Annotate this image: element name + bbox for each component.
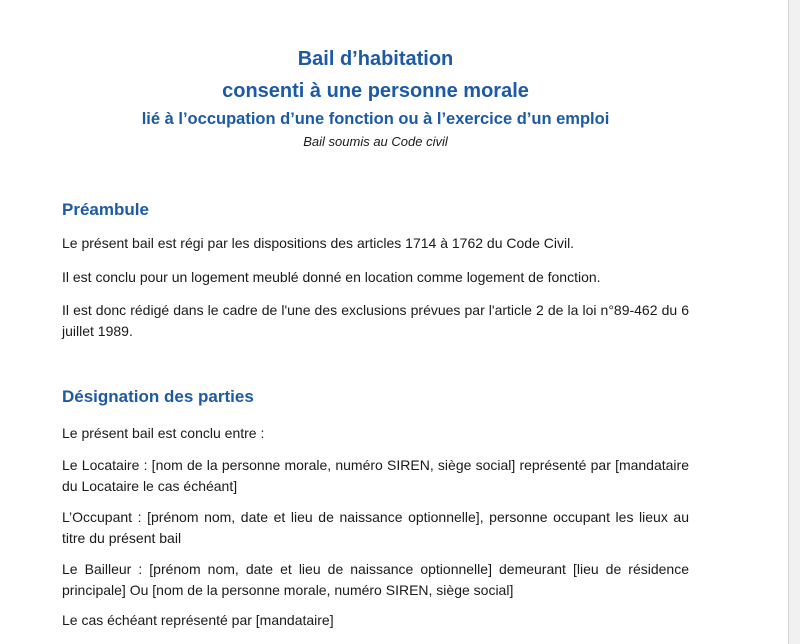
section-heading-preambule: Préambule [62, 200, 149, 219]
parties-paragraph-occupant: L’Occupant : [prénom nom, date et lieu de naissance optionnelle], personne occupant les lieux au titre du présent bail [62, 509, 689, 546]
document-title-line-1: Bail d’habitation [297, 48, 454, 70]
parties-paragraph-1: Le présent bail est conclu entre : [62, 425, 265, 441]
preambule-paragraph-2: Il est conclu pour un logement meublé donné en location comme logement de fonction. [62, 269, 601, 285]
document-title-line-3: lié à l’occupation d’une fonction ou à l’exercice d’un emploi [141, 110, 610, 128]
document-subtitle: Bail soumis au Code civil [303, 134, 448, 149]
page-edge-divider [788, 0, 800, 644]
parties-paragraph-mandataire: Le cas échéant représenté par [mandataire] [62, 612, 334, 628]
section-heading-parties: Désignation des parties [62, 387, 254, 406]
preambule-paragraph-3: Il est donc rédigé dans le cadre de l'une des exclusions prévues par l'article 2 de la loi n°89-462 du 6 juillet 1989. [62, 302, 689, 339]
preambule-paragraph-1: Le présent bail est régi par les dispositions des articles 1714 à 1762 du Code Civil. [62, 235, 575, 251]
parties-paragraph-locataire: Le Locataire : [nom de la personne morale, numéro SIREN, siège social] représenté par [mandataire du Locataire le cas échéant] [62, 457, 689, 494]
document-title-line-2: consenti à une personne morale [222, 80, 529, 102]
parties-paragraph-bailleur: Le Bailleur : [prénom nom, date et lieu de naissance optionnelle] demeurant [lieu de résidence principale] Ou [nom de la personne morale, numéro SIREN, siège social] [62, 561, 689, 598]
